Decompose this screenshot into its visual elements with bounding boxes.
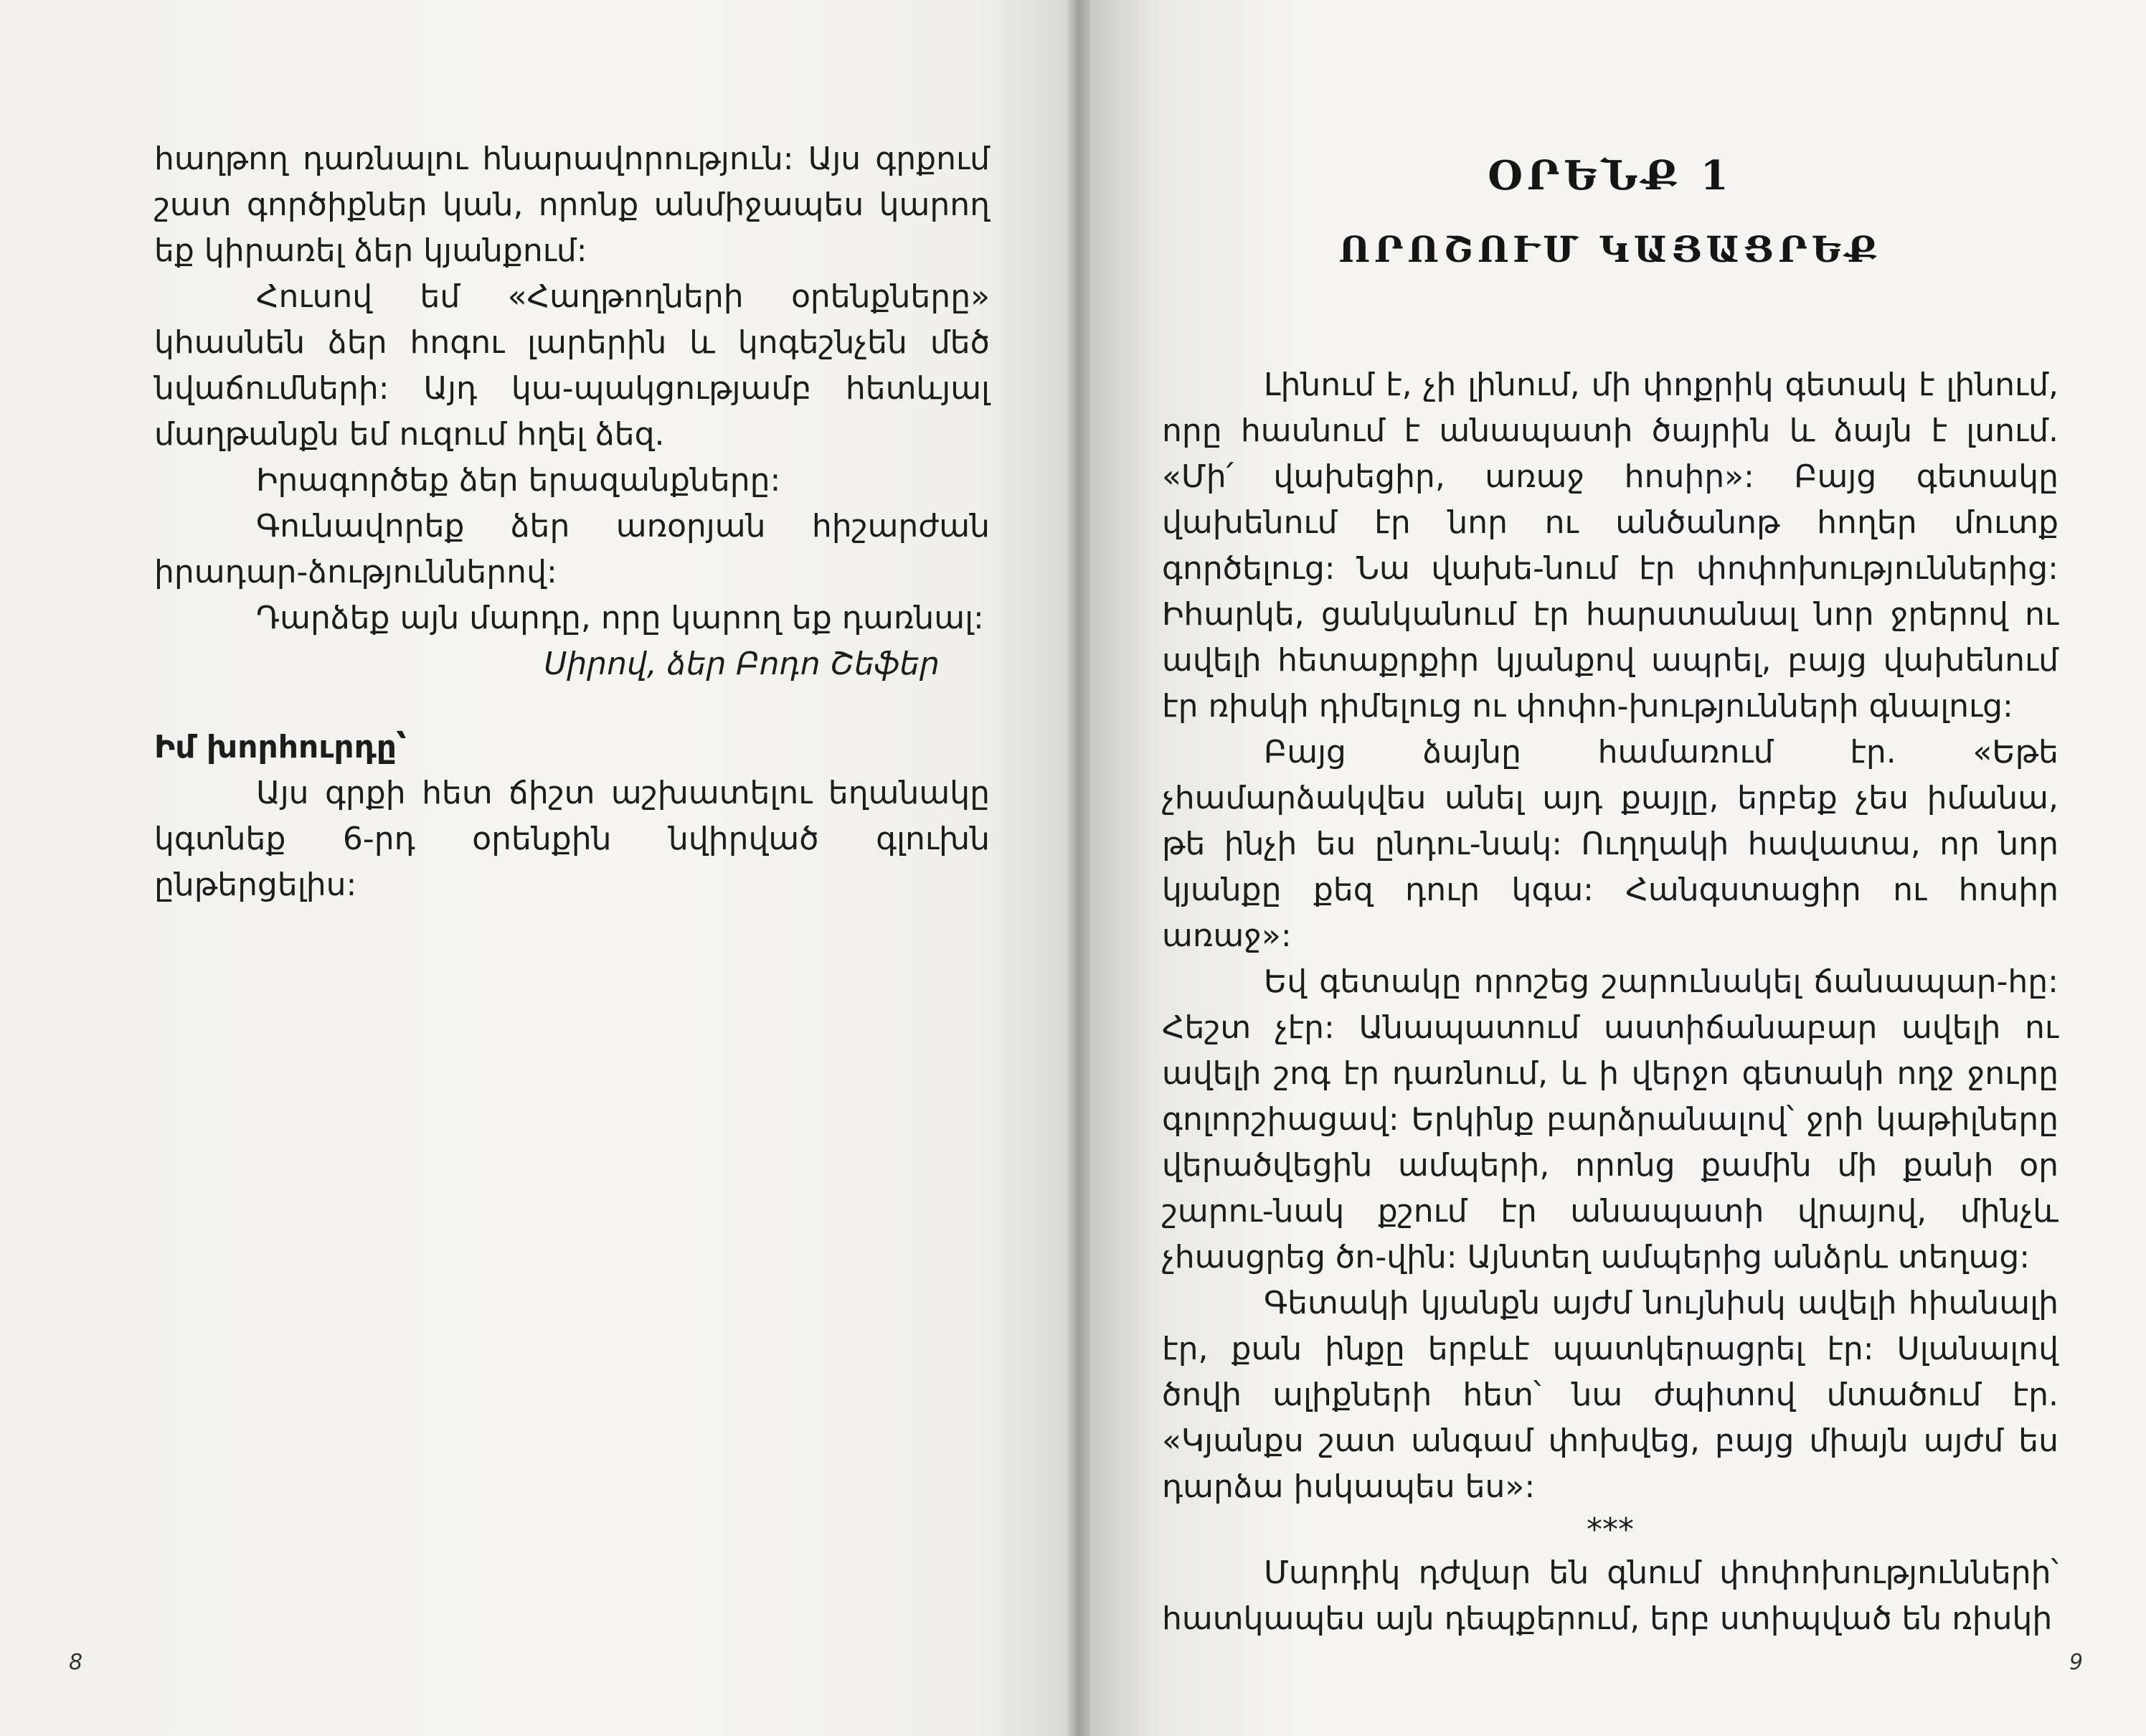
paragraph: Բայց ձայնը համառում էր. «Եթե չհամարձակվես անել այդ քայլը, երբեք չես իմանա, թե ինչի ես ընդու-նակ: Ուղղակի հավատա, որ նոր կյանքը քեզ դուր կգա: Հանգստացիր ու հոսիր առաջ»: [1162, 734, 2058, 954]
page-number-left: 8 [69, 1650, 83, 1675]
right-page [1090, 0, 2146, 1736]
section-separator: *** [1587, 1511, 1634, 1548]
left-page-body [154, 136, 990, 908]
paragraph: Գունավորեք ձեր առօրյան հիշարժան իրադար-ձություններով: [154, 508, 990, 590]
paragraph: Դարձեք այն մարդը, որը կարող եք դառնալ: [256, 600, 984, 636]
page-number-right: 9 [2069, 1650, 2084, 1675]
paragraph: Եվ գետակը որոշեց շարունակել ճանապար-հը: Հեշտ չէր: Անապատում աստիճանաբար ավելի ու ավելի շոգ էր դառնում, և ի վերջո գետակի ողջ ջուրը գոլորշիացավ: Երկինք բարձրանալով՝ ջրի կաթիլները վերածվեցին ամպերի, որոնց քամին մի քանի օր շարու-նակ քշում էր անապատի վրայով, մինչև չհասցրեց ծո-վին: Այնտեղ ամպերից անձրև տեղաց: [1162, 963, 2058, 1275]
paragraph: Իրագործեք ձեր երազանքները: [256, 462, 781, 499]
right-page-body [1162, 362, 2058, 1642]
advice-paragraph: Այս գրքի հետ ճիշտ աշխատելու եղանակը կգտնեք 6-րդ օրենքին նվիրված գլուխն ընթերցելիս: [154, 775, 990, 903]
book-gutter [1067, 0, 1090, 1736]
left-page [0, 0, 1067, 1736]
signature: Սիրով, ձեր Բոդո Շեֆեր [544, 646, 940, 682]
advice-heading: Իմ խորհուրդը՝ [154, 729, 407, 765]
paragraph: Հուսով եմ «Հաղթողների օրենքները» կհասնեն ձեր հոգու լարերին և կոգեշնչեն մեծ նվաճումների: Այդ կա-պակցությամբ հետևյալ մաղթանքն եմ ուզում հղել ձեզ. [154, 278, 990, 453]
chapter-title: ՈՐՈՇՈՒՄ ԿԱՅԱՑՐԵՔ [1338, 228, 1882, 270]
paragraph: Լինում է, չի լինում, մի փոքրիկ գետակ է լինում, որը հասնում է անապատի ծայրին և ձայն է լսում. «Մի՛ վախեցիր, առաջ հոսիր»: Բայց գետակը վախենում էր նոր ու անծանոթ հողեր մուտք գործելուց: Նա վախե-նում էր փոփոխություններից: Իհարկե, ցանկանում էր հարստանալ նոր ջրերով ու ավելի հետաքրքիր կյանքով ապրել, բայց վախենում էր ռիսկի դիմելուց ու փոփո-խությունների գնալուց: [1162, 367, 2058, 725]
paragraph: Գետակի կյանքն այժմ նույնիսկ ավելի հիանալի էր, քան ինքը երբևէ պատկերացրել էր: Սլանալով ծովի ալիքների հետ՝ նա ժպիտով մտածում էր. «Կյանքս շատ անգամ փոխվեց, բայց միայն այժմ ես դարձա իսկապես ես»: [1162, 1285, 2058, 1505]
chapter-number: ՕՐԵՆՔ 1 [1488, 152, 1733, 199]
paragraph: Մարդիկ դժվար են գնում փոփոխությունների՝ հատկապես այն դեպքերում, երբ ստիպված են ռիսկի [1162, 1555, 2058, 1637]
paragraph: հաղթող դառնալու հնարավորություն: Այս գրքում շատ գործիքներ կան, որոնք անմիջապես կարող եք կիրառել ձեր կյանքում: [154, 141, 990, 269]
